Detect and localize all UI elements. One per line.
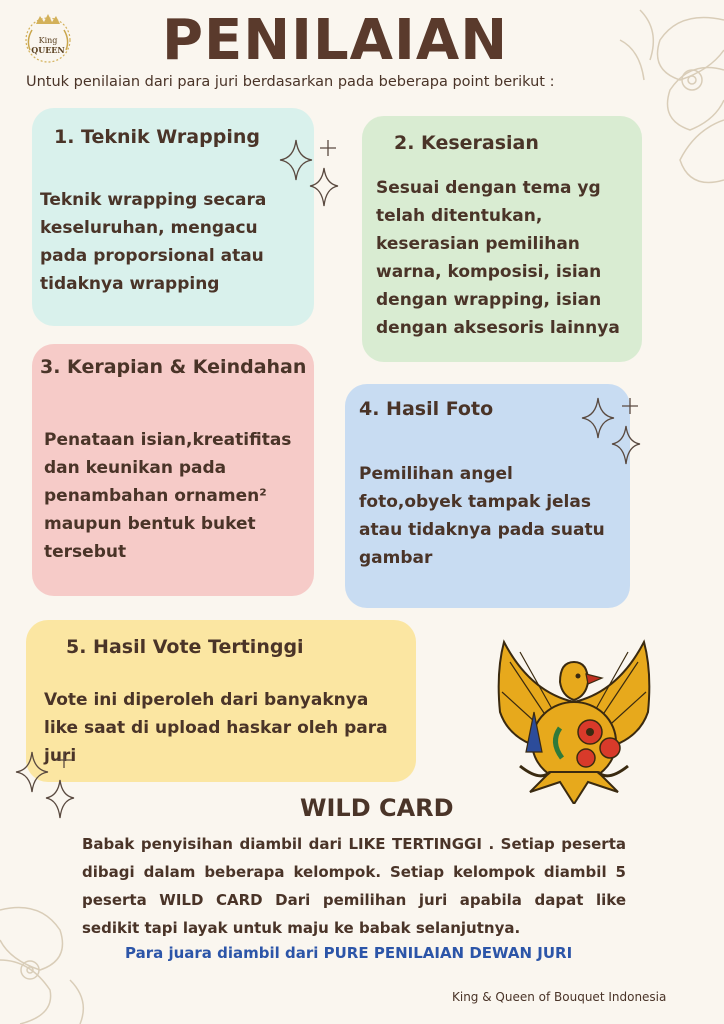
page-subtitle: Untuk penilaian dari para juri berdasarkan pada beberapa point berikut : [26, 74, 555, 90]
criteria-heading: 5. Hasil Vote Tertinggi [66, 636, 304, 658]
criteria-body: Sesuai dengan tema yg telah ditentukan, keserasian pemilihan warna, komposisi, isian dengan wrapping, isian dengan aksesoris lainnya [376, 178, 620, 338]
criteria-card-teknik-wrapping [32, 108, 314, 326]
logo [20, 10, 76, 66]
criteria-heading: 2. Keserasian [394, 132, 539, 154]
criteria-card-keserasian [362, 116, 642, 362]
juara-note: Para juara diambil dari PURE PENILAIAN DEWAN JURI [125, 944, 573, 962]
logo-line-king: King [38, 36, 58, 45]
wild-card-title: WILD CARD [300, 794, 454, 822]
sparkle-icon [12, 746, 80, 826]
garuda-emblem [490, 632, 658, 804]
sparkle-icon [578, 392, 646, 472]
criteria-body: Teknik wrapping secara keseluruhan, mengacu pada proporsional atau tidaknya wrapping [40, 190, 267, 294]
criteria-body: Pemilihan angel foto,obyek tampak jelas atau tidaknya pada suatu gambar [359, 464, 605, 568]
criteria-heading: 4. Hasil Foto [359, 398, 494, 420]
footer-credit: King & Queen of Bouquet Indonesia [452, 990, 667, 1004]
page-title: PENILAIAN [162, 8, 509, 73]
criteria-heading: 3. Kerapian & Keindahan [40, 356, 307, 378]
criteria-card-hasil-vote [26, 620, 416, 782]
sparkle-icon [276, 134, 344, 214]
wild-card-text: Babak penyisihan diambil dari LIKE TERTINGGI . Setiap peserta dibagi dalam beberapa kelompok. Setiap kelompok diambil 5 peserta WILD CARD Dari pemilihan juri apabila dapat like sedikit tapi layak untuk maju ke babak selanjutnya. [82, 835, 626, 937]
criteria-body: Penataan isian,kreatifitas dan keunikan pada penambahan ornamen² maupun bentuk buket tersebut [44, 430, 292, 562]
criteria-body: Vote ini diperoleh dari banyaknya like saat di upload haskar oleh para juri [44, 690, 388, 766]
criteria-card-kerapian [32, 344, 314, 596]
criteria-heading: 1. Teknik Wrapping [54, 126, 260, 148]
logo-line-queen: QUEEN [31, 45, 65, 55]
